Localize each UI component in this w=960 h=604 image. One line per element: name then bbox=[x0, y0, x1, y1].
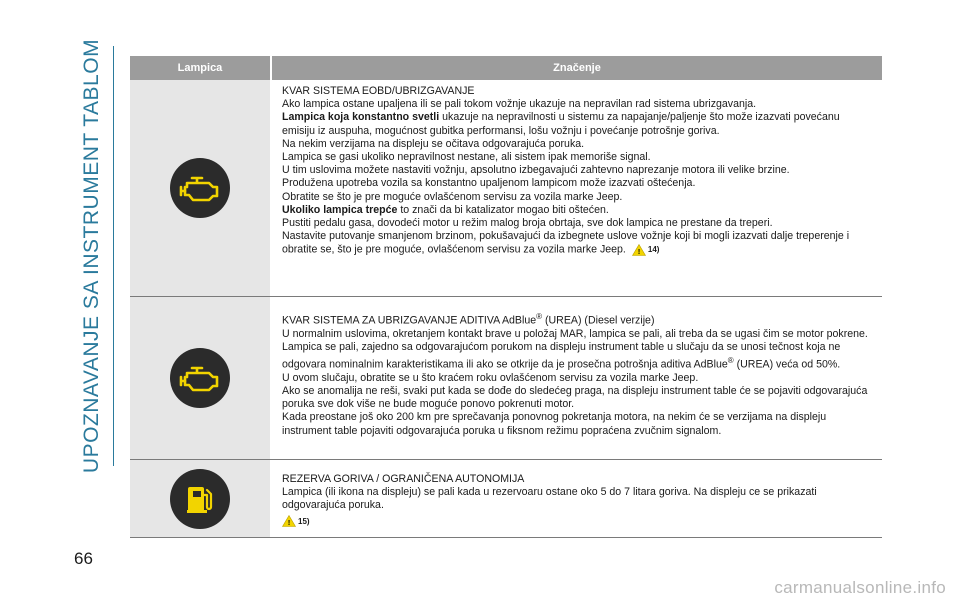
paragraph: Na nekim verzijama na displeju se očitava odgovarajuća poruka. bbox=[282, 137, 585, 150]
paragraph-text: ukazuje na nepravilnosti u sistemu za napajanje/paljenje što može izazvati povećanu emisiju iz auspuha, mogućnost gubitka performansi, lošu vožnju i povećanje potrošnje goriva. bbox=[282, 111, 840, 137]
paragraph-text: Lampica se pali, zajedno sa odgovarajućom porukom na displeju instrument table u slučaju da se unosi tečnost koja ne odgovara nominalnim karakteristikama ili ako se otkrije da je prosečna potrošnja aditiva AdBlue bbox=[282, 340, 841, 371]
registered-mark: ® bbox=[727, 356, 734, 366]
paragraph: Produžena upotreba vozila sa konstantno upaljenom lampicom može izazvati oštećenja. bbox=[282, 177, 696, 190]
registered-mark: ® bbox=[536, 312, 543, 321]
meaning-cell bbox=[270, 297, 882, 459]
meaning-cell bbox=[270, 460, 882, 537]
warning-triangle-icon bbox=[632, 244, 646, 256]
paragraph-text: (UREA) veća od 50%. bbox=[733, 358, 841, 371]
svg-text:!: ! bbox=[637, 249, 641, 257]
chapter-divider bbox=[113, 46, 114, 466]
chapter-title-text: UPOZNAVANJE SA INSTRUMENT TABLOM bbox=[80, 38, 103, 474]
icon-cell bbox=[130, 80, 270, 296]
paragraph bbox=[282, 111, 872, 137]
paragraph: Lampica (ili ikona na displeju) se pali kada u rezervoaru ostane oko 5 do 7 litara goriva. Na displeju ce se prikazati odgovarajuća poruka. bbox=[282, 486, 817, 512]
paragraph bbox=[282, 230, 872, 257]
paragraph-text: Nastavite putovanje smanjenom brzinom, pokušavajući da izbegnete uslove vožnje koji bi mogli izazvati dalje treperenje i obratite se, što je pre moguće, ovlašćenom servisu za vozila marke Jeep. bbox=[282, 230, 850, 256]
paragraph: U normalnim uslovima, okretanjem kontakt brave u položaj MAR, lampica se pali, ali treba da se ugasi čim se motor pokrene. bbox=[282, 327, 868, 340]
page-number: 66 bbox=[74, 549, 93, 568]
meaning-cell bbox=[270, 80, 882, 296]
warning-triangle-icon bbox=[282, 515, 296, 527]
paragraph: U tim uslovima možete nastaviti vožnju, apsolutno izbegavajući zahtevno naprezanje motora ili velike brzine. bbox=[282, 164, 790, 177]
svg-text:!: ! bbox=[287, 520, 291, 528]
table-row bbox=[130, 297, 882, 460]
chapter-title bbox=[72, 38, 112, 474]
engine-check-icon bbox=[170, 158, 230, 218]
note-reference: 15) bbox=[298, 516, 310, 526]
header-lampica: Lampica bbox=[130, 56, 270, 80]
paragraph: Kada preostane još oko 200 km pre sprečavanja ponovnog pokretanja motora, na nekim će se verzijama na displeju instrument table pojaviti odgovarajuća poruka u fiksnom režimu popraćena zvučnim signalom. bbox=[282, 411, 827, 437]
icon-cell bbox=[130, 460, 270, 537]
warning-lights-table bbox=[130, 56, 882, 538]
bold-term: Lampica koja konstantno svetli bbox=[282, 111, 440, 124]
paragraph: Lampica se gasi ukoliko nepravilnost nestane, ali sistem ipak memoriše signal. bbox=[282, 151, 651, 164]
paragraph: Ako se anomalija ne reši, svaki put kada se dođe do sledećeg praga, na displeju instrument table će se pojaviti odgovarajuća poruka sve dok više ne bude moguće ponovo pokrenuti motor. bbox=[282, 385, 868, 411]
paragraph bbox=[282, 341, 872, 372]
paragraph: Pustiti pedalu gasa, dovodeći motor u režim malog broja obrtaja, sve dok lampica ne prestane da treperi. bbox=[282, 217, 773, 230]
row-title bbox=[282, 310, 872, 328]
engine-check-icon bbox=[170, 348, 230, 408]
paragraph: Ako lampica ostane upaljena ili se pali tokom vožnje ukazuje na nepravilan rad sistema ubrizgavanja. bbox=[282, 98, 757, 111]
row-title: KVAR SISTEMA EOBD/UBRIZGAVANJE bbox=[282, 85, 475, 97]
header-znacenje: Značenje bbox=[272, 56, 882, 80]
paragraph: U ovom slučaju, obratite se u što kraćem roku ovlašćenom servisu za vozila marke Jeep. bbox=[282, 371, 699, 384]
paragraph bbox=[282, 515, 872, 529]
bold-term: Ukoliko lampica trepće bbox=[282, 203, 398, 216]
table-row bbox=[130, 460, 882, 538]
note-reference: 14) bbox=[647, 245, 660, 255]
title-text: (UREA) (Diesel verzije) bbox=[542, 314, 655, 327]
title-text: KVAR SISTEMA ZA UBRIZGAVANJE ADITIVA AdBlue bbox=[282, 314, 537, 327]
paragraph-text: to znači da bi katalizator mogao biti oštećen. bbox=[397, 203, 609, 216]
paragraph: Obratite se što je pre moguće ovlašćenom servisu za vozila marke Jeep. bbox=[282, 190, 623, 203]
paragraph bbox=[282, 204, 872, 217]
table-row bbox=[130, 80, 882, 297]
row-title: REZERVA GORIVA / OGRANIČENA AUTONOMIJA bbox=[282, 473, 525, 485]
icon-cell bbox=[130, 297, 270, 459]
fuel-pump-icon bbox=[170, 469, 230, 529]
table-header bbox=[130, 56, 882, 80]
watermark: carmanualsonline.info bbox=[774, 578, 946, 597]
